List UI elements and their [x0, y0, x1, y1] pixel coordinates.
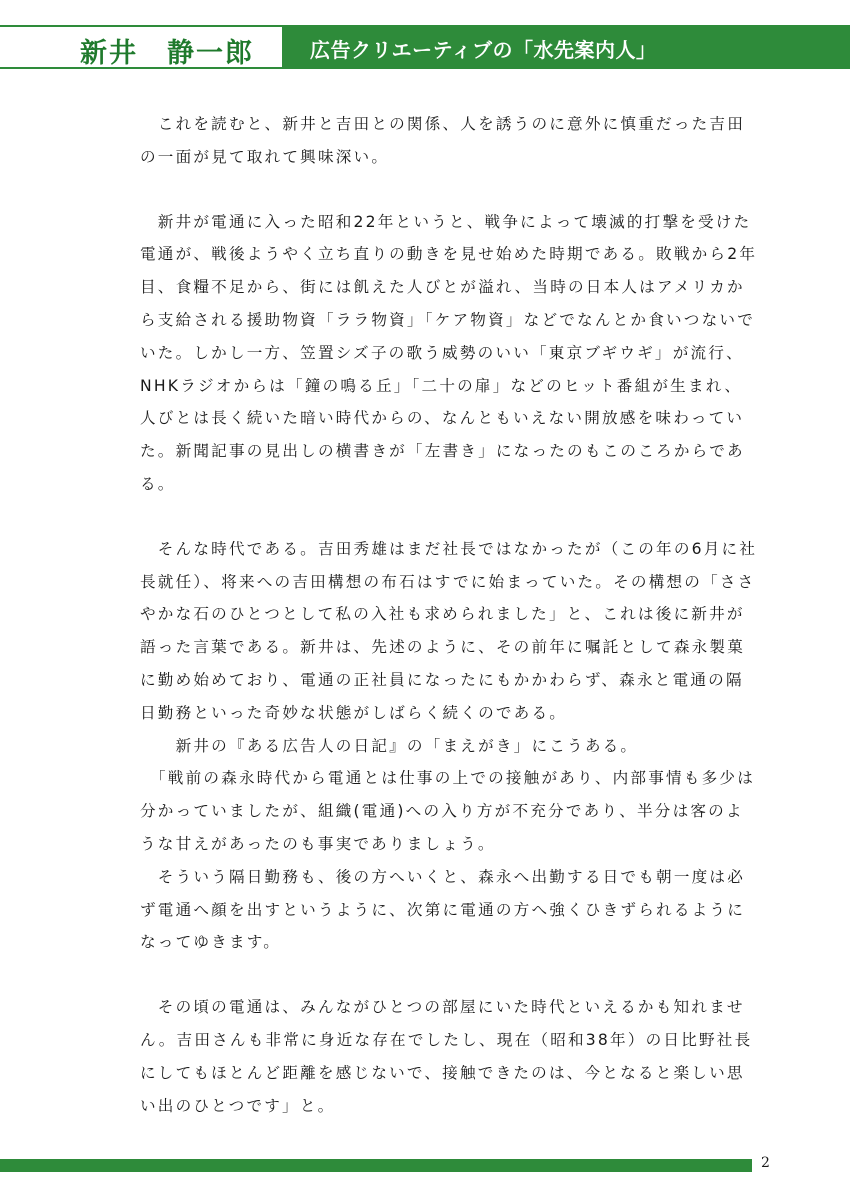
paragraph-gap — [140, 959, 760, 991]
paragraph: その頃の電通は、みんながひとつの部屋にいた時代といえるかも知れません。吉田さんも非常に身近な存在でしたし、現在（昭和38年）の日比野社長にしてもほとんど距離を感じないで、接触できたのは、今となると楽しい思い出のひとつです」と。 — [140, 998, 753, 1115]
paragraph: これを読むと、新井と吉田との関係、人を誘うのに意外に慎重だった吉田の一面が見て取れて興味深い。 — [140, 115, 745, 166]
paragraph: 「戦前の森永時代から電通とは仕事の上での接触があり、内部事情も多少は分かっていましたが、組織(電通)への入り方が不充分であり、半分は客のような甘えがあったのも事実でありましょう。 — [140, 769, 755, 853]
paragraph: 新井の『ある広告人の日記』の「まえがき」にこうある。 — [140, 736, 639, 755]
article-body — [140, 108, 760, 1122]
paragraph: そんな時代である。吉田秀雄はまだ社長ではなかったが（この年の6月に社長就任）、将来への吉田構想の布石はすでに始まっていた。その構想の「ささやかな石のひとつとして私の入社も求められました」と、これは後に新井が語った言葉である。新井は、先述のように、その前年に嘱託として森永製菓に勤め始めており、電通の正社員になったにもかかわらず、森永と電通の隔日勤務といった奇妙な状態がしばらく続くのである。 — [140, 539, 758, 722]
paragraph: そういう隔日勤務も、後の方へいくと、森永へ出勤する日でも朝一度は必ず電通へ顔を出すというように、次第に電通の方へ強くひきずられるようになってゆきます。 — [140, 867, 745, 952]
paragraph-gap — [140, 501, 760, 533]
footer-bar — [0, 1159, 752, 1172]
chapter-title-box — [282, 25, 850, 69]
chapter-title: 広告クリエーティブの「水先案内人」 — [310, 38, 657, 62]
paragraph-gap — [140, 174, 760, 206]
author-name: 新井 静一郎 — [80, 38, 254, 69]
page-number: 2 — [761, 1155, 770, 1171]
page-header — [0, 25, 850, 71]
paragraph: 新井が電通に入った昭和22年というと、戦争によって壊滅的打撃を受けた電通が、戦後ようやく立ち直りの動きを見せ始めた時期である。敗戦から2年目、食糧不足から、街には飢えた人びとが溢れ、当時の日本人はアメリカから支給される援助物資「ララ物資」「ケア物資」などでなんとか食いつないでいた。しかし一方、笠置シズ子の歌う威勢のいい「東京ブギウギ」が流行、NHKラジオからは「鐘の鳴る丘」「二十の扉」などのヒット番組が生まれ、人びとは長く続いた暗い時代からの、なんともいえない開放感を味わっていた。新聞記事の見出しの横書きが「左書き」になったのもこのころからである。 — [140, 212, 758, 493]
author-name-box — [0, 25, 282, 69]
